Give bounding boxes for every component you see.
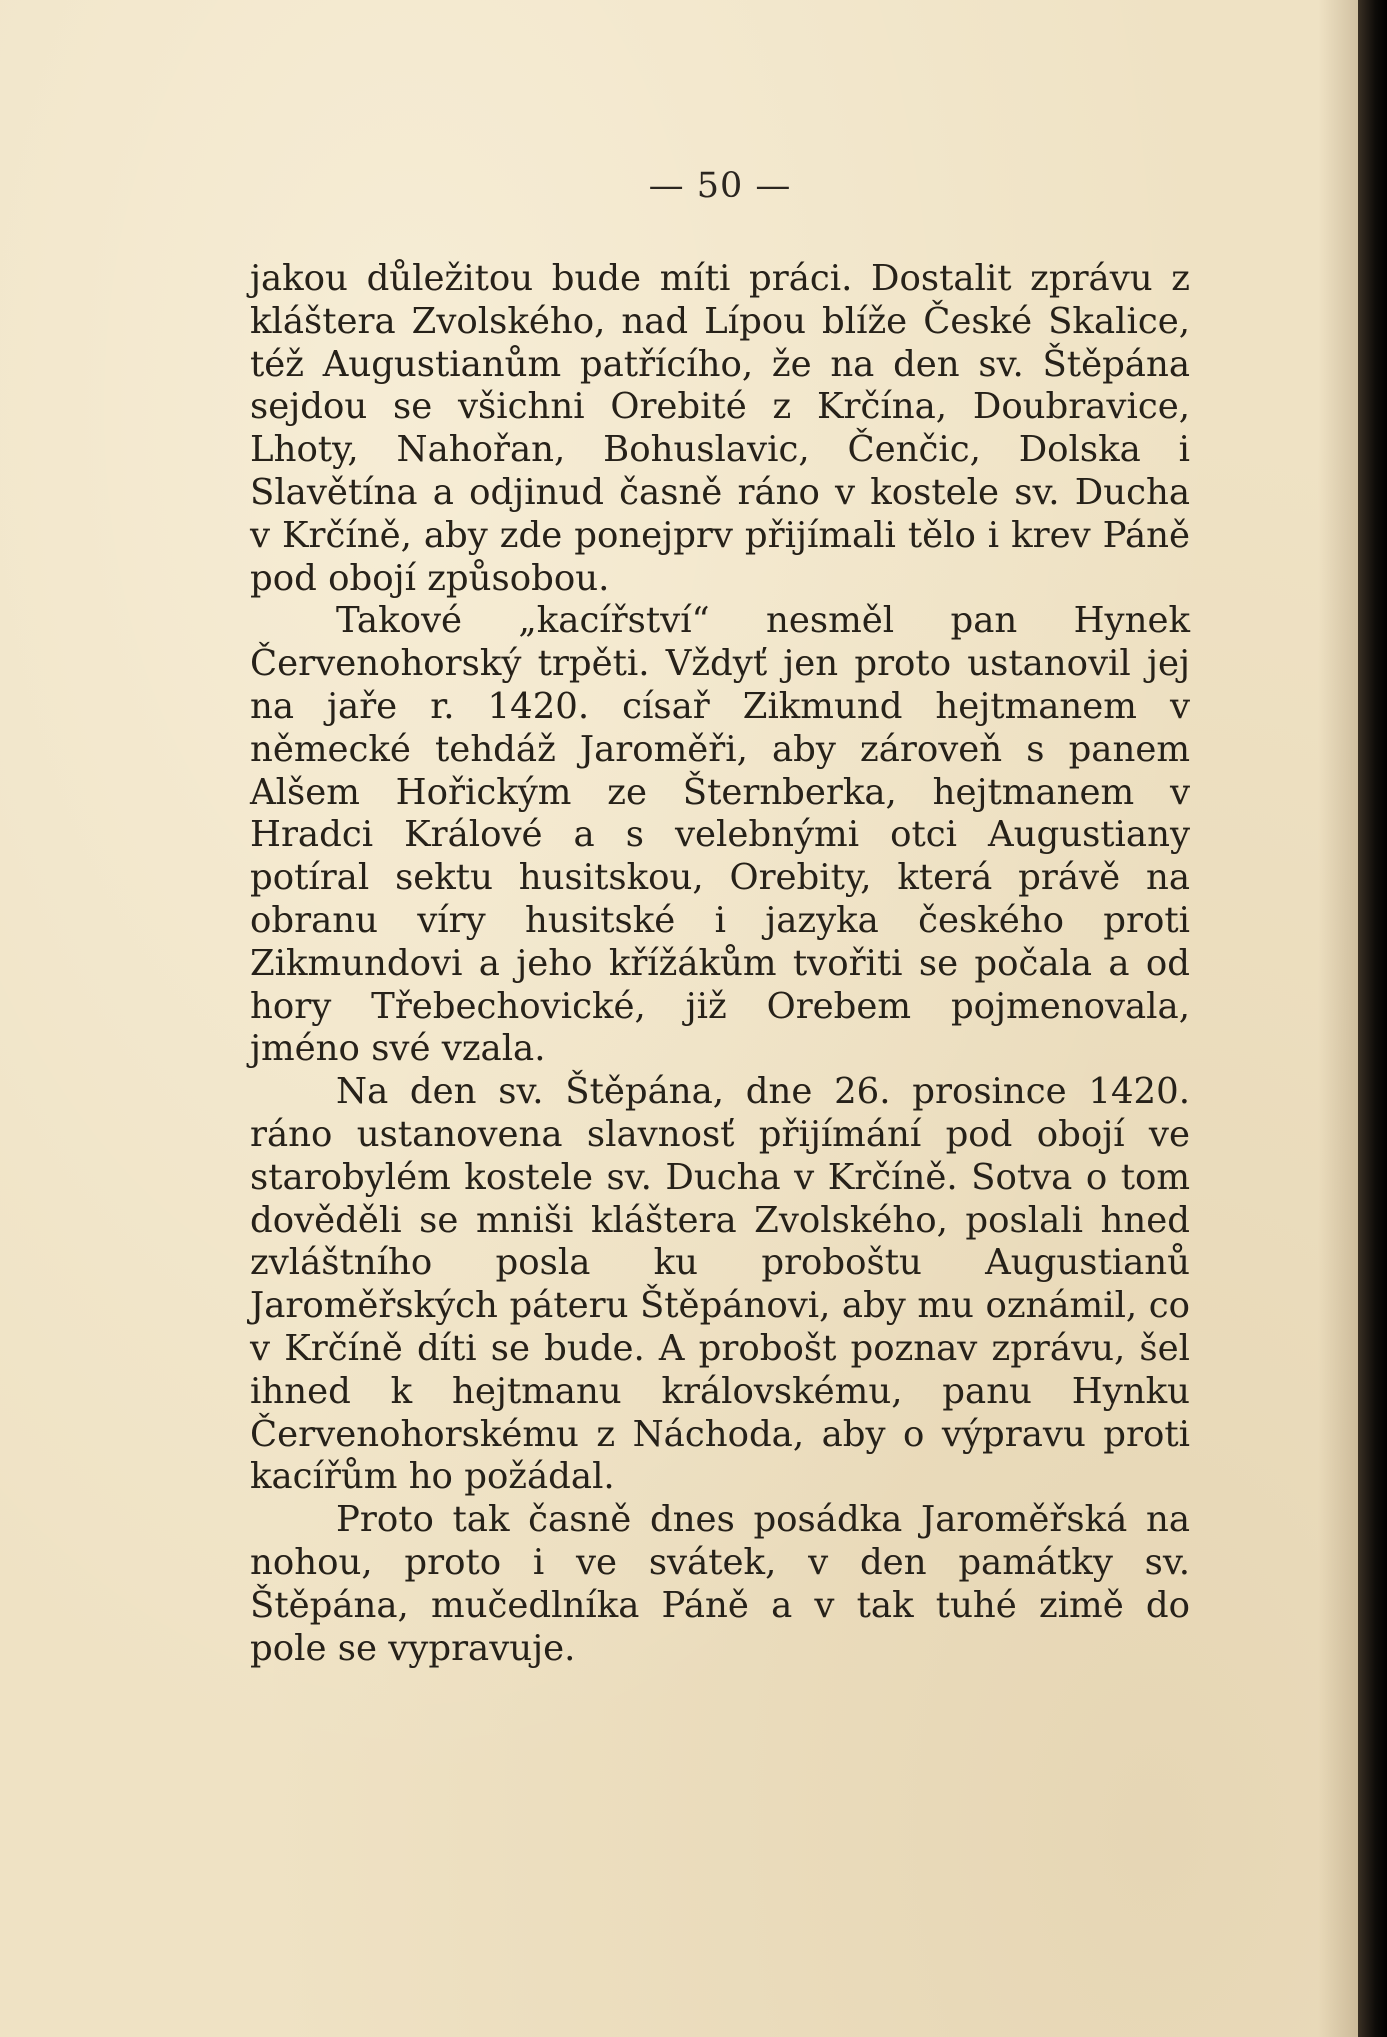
book-gutter (1358, 0, 1387, 2037)
paragraph: Proto tak časně dnes posádka Jaroměřská na nohou, proto i ve svátek, v den památky sv. Štěpána, mučedlníka Páně a v tak tuhé zimě do pole se vypravuje. (250, 1499, 1190, 1669)
paragraph: jakou důležitou bude míti práci. Dostalit zprávu z kláštera Zvolského, nad Lípou blíže České Skalice, též Augustianům patřícího, že na den sv. Štěpána sejdou se všichni Orebité z Krčína, Doubravice, Lhoty, Nahořan, Bohuslavic, Čenčic, Dolska i Slavětína a odjinud časně ráno v kostele sv. Ducha v Krčíně, aby zde ponejprv přijímali tělo i krev Páně pod obojí způsobou. (250, 258, 1190, 599)
paragraph: Takové „kacířství“ nesměl pan Hynek Červenohorský trpěti. Vždyť jen proto ustanovil jej na jaře r. 1420. císař Zikmund hejtmanem v německé tehdáž Jaroměři, aby zároveň s panem Alšem Hořickým ze Šternberka, hejtmanem v Hradci Králové a s velebnými otci Augustiany potíral sektu husitskou, Orebity, která právě na obranu víry husitské i jazyka českého proti Zikmundovi a jeho křížákům tvořiti se počala a od hory Třebechovické, již Orebem pojmenovala, jméno své vzala. (250, 600, 1190, 1070)
paragraph: Na den sv. Štěpána, dne 26. prosince 1420. ráno ustanovena slavnosť přijímání pod obojí ve starobylém kostele sv. Ducha v Krčíně. Sotva o tom dověděli se mniši kláštera Zvolského, poslali hned zvláštního posla ku proboštu Augustianů Jaroměřských páteru Štěpánovi, aby mu oznámil, co v Krčíně díti se bude. A probošt poznav zprávu, šel ihned k hejtmanu královskému, panu Hynku Červenohorskému z Náchoda, aby o výpravu proti kacířům ho požádal. (250, 1071, 1190, 1498)
page-edge-shadow (1318, 0, 1358, 2037)
page-number: — 50 — (648, 166, 792, 206)
body-text (250, 258, 1190, 1670)
